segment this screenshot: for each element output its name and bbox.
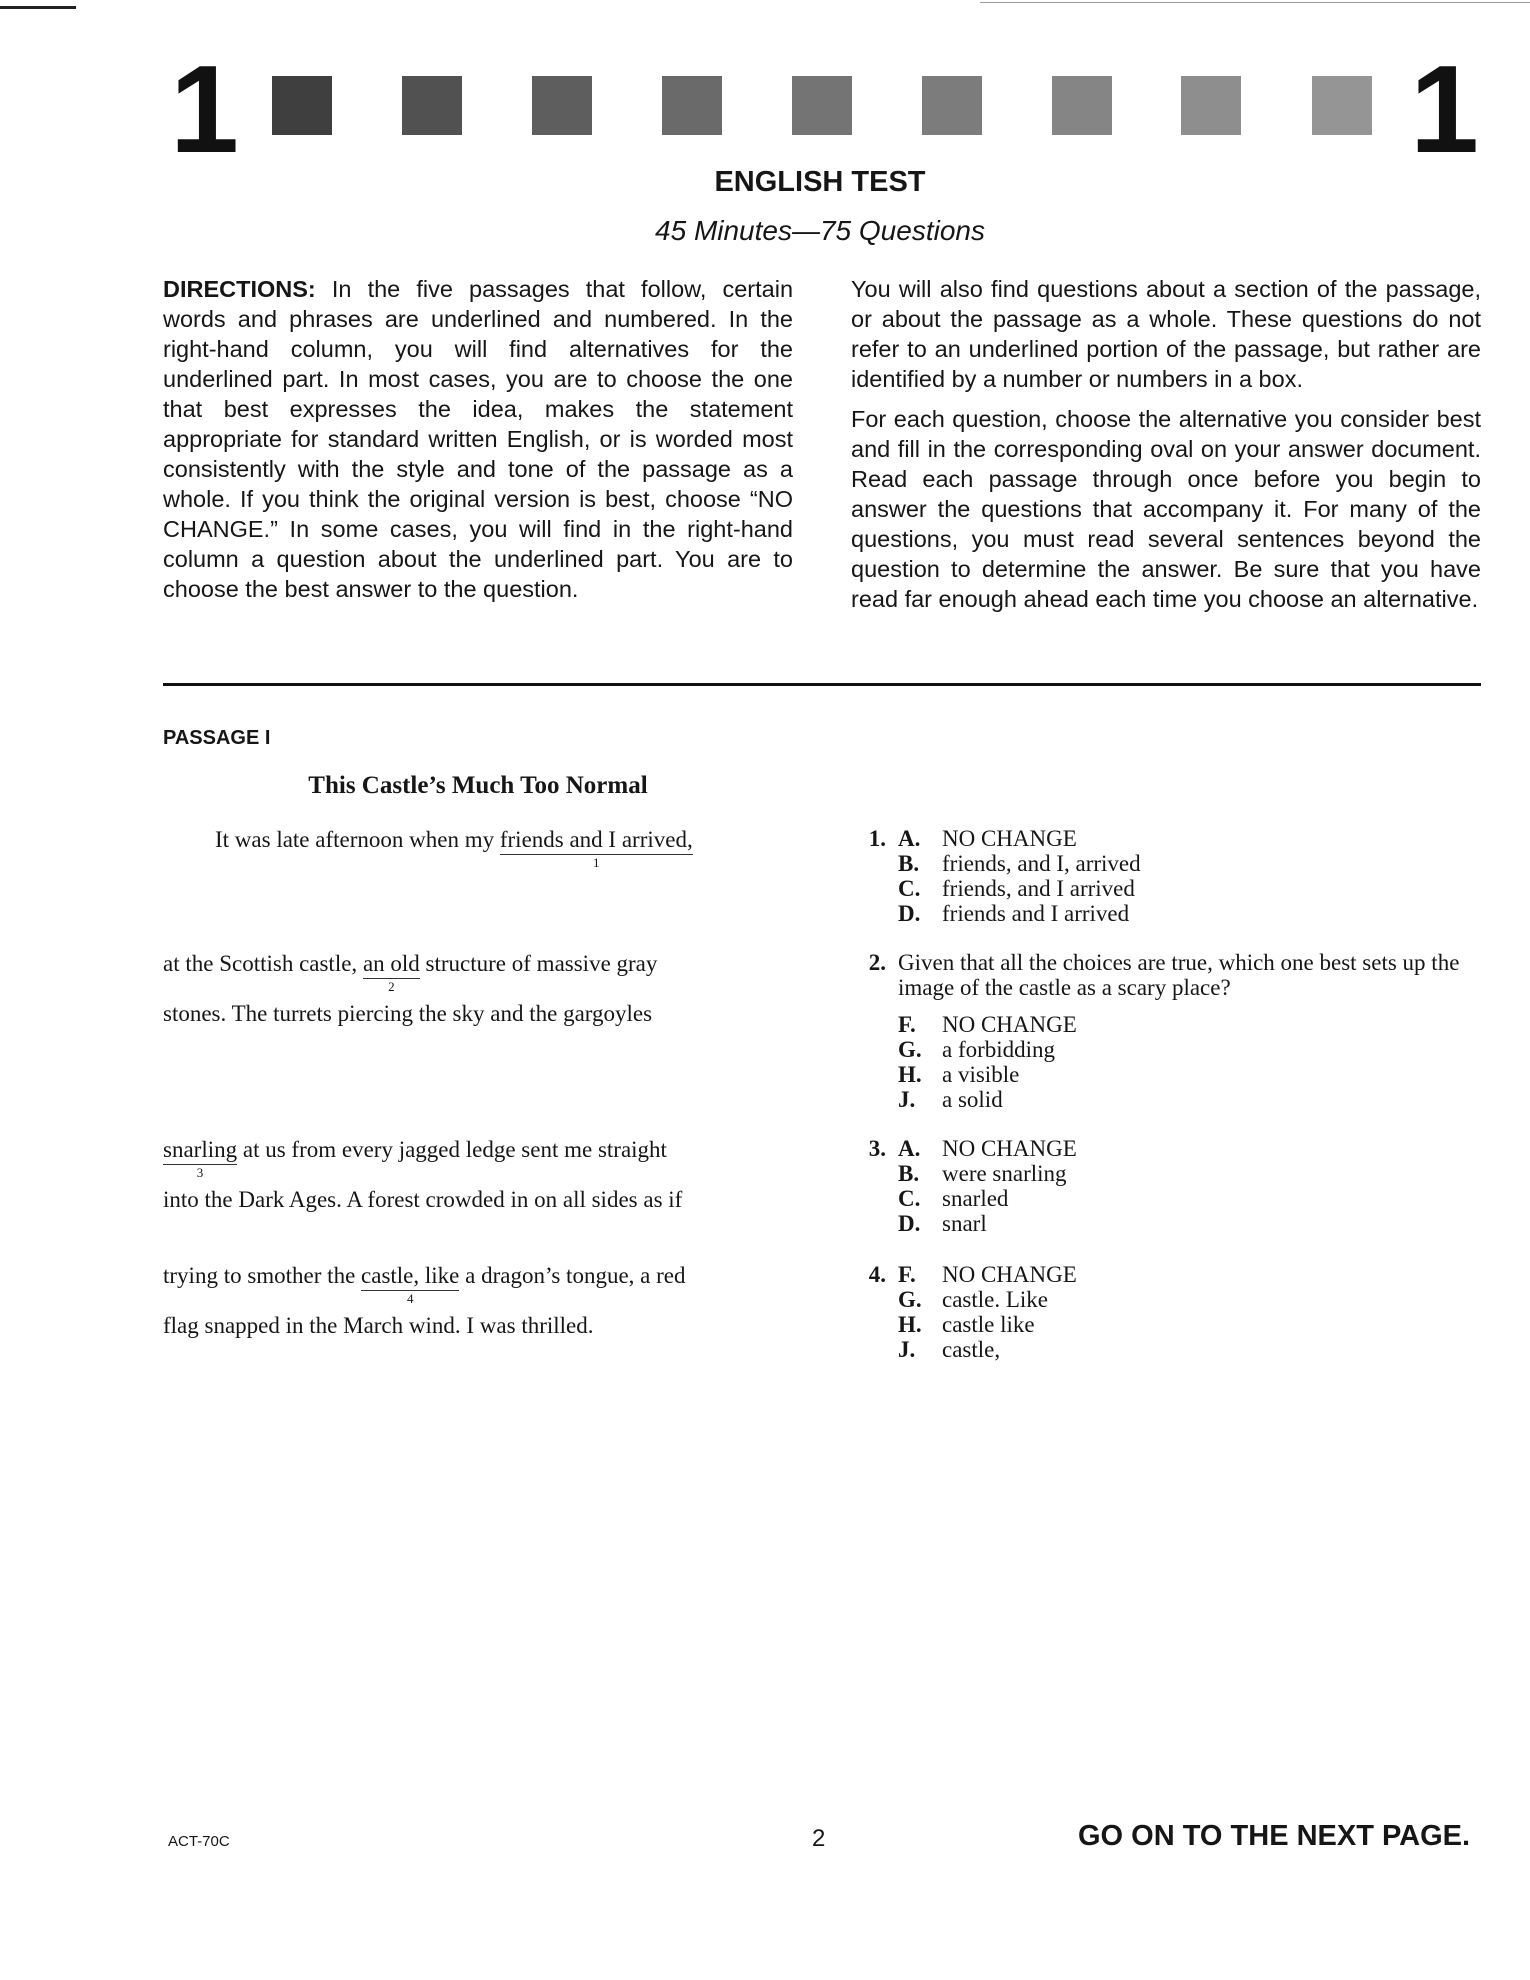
directions-paragraph: You will also find questions about a section of the passage, or about the passage as a whole. These questions do not refer to an underlined portion of the passage, but rather are identified by a number or numbers in a box. (851, 276, 1481, 392)
marker-square (532, 76, 592, 135)
question-number: 2. (868, 950, 886, 975)
passage-label: PASSAGE I (163, 727, 271, 749)
question-ref-number: 4 (406, 1291, 414, 1306)
answer-option[interactable] (898, 901, 1129, 926)
option-letter: J. (898, 1087, 916, 1112)
answer-option[interactable] (898, 1186, 1008, 1211)
passage-line: into the Dark Ages. A forest crowded in on all sides as if (163, 1187, 683, 1212)
passage-line (163, 1136, 667, 1180)
option-text: snarl (942, 1211, 987, 1236)
option-letter: F. (898, 1262, 916, 1287)
option-text: friends, and I, arrived (942, 851, 1141, 876)
underlined-phrase-3 (163, 1136, 238, 1180)
underlined-phrase-2 (362, 950, 420, 994)
question-ref-number: 3 (196, 1165, 204, 1180)
option-letter: G. (898, 1287, 922, 1312)
answer-option[interactable] (898, 826, 1077, 851)
passage-title: This Castle’s Much Too Normal (308, 772, 648, 799)
option-letter: H. (898, 1312, 922, 1337)
underlined-phrase-4 (361, 1262, 460, 1306)
directions-label: DIRECTIONS: (163, 276, 316, 302)
answer-option[interactable] (898, 1087, 1003, 1112)
answer-option[interactable] (898, 1037, 1055, 1062)
option-letter: J. (898, 1337, 916, 1362)
option-text: NO CHANGE (942, 1012, 1077, 1037)
option-letter: D. (898, 1211, 921, 1236)
marker-square (272, 76, 332, 135)
marker-square (1181, 76, 1241, 135)
marker-square (922, 76, 982, 135)
passage-text: at us from every jagged ledge sent me straight (237, 1137, 667, 1162)
answer-option[interactable] (898, 1211, 987, 1236)
passage-text: structure of massive gray (419, 951, 658, 976)
marker-square (1312, 76, 1372, 135)
passage-text: trying to smother the (163, 1263, 362, 1288)
answer-option[interactable] (898, 1287, 1048, 1312)
section-number-left: 1 (170, 41, 239, 179)
passage-line: flag snapped in the March wind. I was thrilled. (163, 1313, 594, 1338)
option-text: castle, (942, 1337, 1001, 1362)
next-page-notice: GO ON TO THE NEXT PAGE. (1078, 1820, 1471, 1852)
underlined-text: snarling (163, 1137, 238, 1162)
directions-paragraph: For each question, choose the alternative you consider best and fill in the corresponding oval on your answer document. Read each passage through once before you begin to answer the questions that accompany it. For many of the questions, you must read several sentences beyond the question to determine the answer. Be sure that you have read far enough ahead each time you choose an alternative. (851, 406, 1481, 612)
option-letter: H. (898, 1062, 922, 1087)
question-ref-number: 2 (388, 979, 395, 994)
marker-square (402, 76, 462, 135)
option-text: NO CHANGE (942, 826, 1077, 851)
underlined-text: friends and I arrived, (499, 827, 693, 852)
option-letter: G. (898, 1037, 922, 1062)
underlined-phrase-1 (499, 826, 693, 870)
option-letter: B. (898, 1161, 920, 1186)
option-letter: A. (898, 826, 921, 851)
answer-option[interactable] (898, 876, 1135, 901)
test-title: ENGLISH TEST (714, 166, 926, 198)
option-letter: C. (898, 1186, 921, 1211)
corner-rule (0, 6, 76, 9)
marker-square (662, 76, 722, 135)
option-text: snarled (942, 1186, 1009, 1211)
option-text: friends, and I arrived (942, 876, 1135, 901)
option-letter: D. (898, 901, 921, 926)
underlined-text: an old (362, 951, 420, 976)
answer-option[interactable] (898, 1062, 1019, 1087)
passage-line (215, 826, 693, 870)
directions-text: In the five passages that follow, certain words and phrases are underlined and numbered. In the right-hand column, you will find alternatives for the underlined part. In most cases, you are to choose the one that best expresses the idea, makes the statement appropriate for standard written English, or is worded most consistently with the style and tone of the passage as a whole. If you think the original version is best, choose “NO CHANGE.” In some cases, you will find in the right-hand column a question about the underlined part. You are to choose the best answer to the question. (163, 276, 794, 602)
top-edge-rule (980, 2, 1530, 3)
option-text: a forbidding (942, 1037, 1056, 1062)
question-number: 4. (868, 1262, 886, 1287)
underlined-text: castle, like (361, 1263, 460, 1288)
option-text: a solid (942, 1087, 1003, 1112)
passage-text: at the Scottish castle, (163, 951, 363, 976)
directions-right (851, 274, 1481, 624)
page-number: 2 (812, 1825, 826, 1852)
section-divider (163, 683, 1481, 686)
answer-option[interactable] (898, 1337, 1000, 1362)
option-text: NO CHANGE (942, 1262, 1077, 1287)
answer-option[interactable] (898, 1012, 1077, 1037)
option-text: NO CHANGE (942, 1136, 1077, 1161)
option-letter: F. (898, 1012, 916, 1037)
passage-text: It was late afternoon when my (215, 827, 500, 852)
passage-text: a dragon’s tongue, a red (459, 1263, 686, 1288)
directions-left (163, 274, 793, 614)
form-code: ACT-70C (168, 1833, 230, 1850)
answer-option[interactable] (898, 1161, 1067, 1186)
option-text: friends and I arrived (942, 901, 1130, 926)
marker-square (1052, 76, 1112, 135)
passage-line: stones. The turrets piercing the sky and the gargoyles (163, 1001, 653, 1026)
option-letter: C. (898, 876, 921, 901)
passage-line (163, 950, 658, 994)
marker-square (792, 76, 852, 135)
option-letter: B. (898, 851, 920, 876)
answer-option[interactable] (898, 1136, 1077, 1161)
question-ref-number: 1 (593, 855, 600, 870)
answer-option[interactable] (898, 1312, 1035, 1337)
option-letter: A. (898, 1136, 921, 1161)
answer-option[interactable] (898, 1262, 1077, 1287)
question-number: 1. (868, 826, 886, 851)
test-subtitle: 45 Minutes—75 Questions (655, 215, 985, 246)
question-stem: Given that all the choices are true, which one best sets up the image of the castle as a scary place? (898, 950, 1460, 1000)
option-text: were snarling (942, 1161, 1067, 1186)
section-number-right: 1 (1410, 41, 1479, 179)
answer-option[interactable] (898, 851, 1141, 876)
option-text: castle. Like (942, 1287, 1049, 1312)
question-number: 3. (868, 1136, 886, 1161)
option-text: a visible (942, 1062, 1020, 1087)
option-text: castle like (942, 1312, 1035, 1337)
passage-line (163, 1262, 686, 1306)
